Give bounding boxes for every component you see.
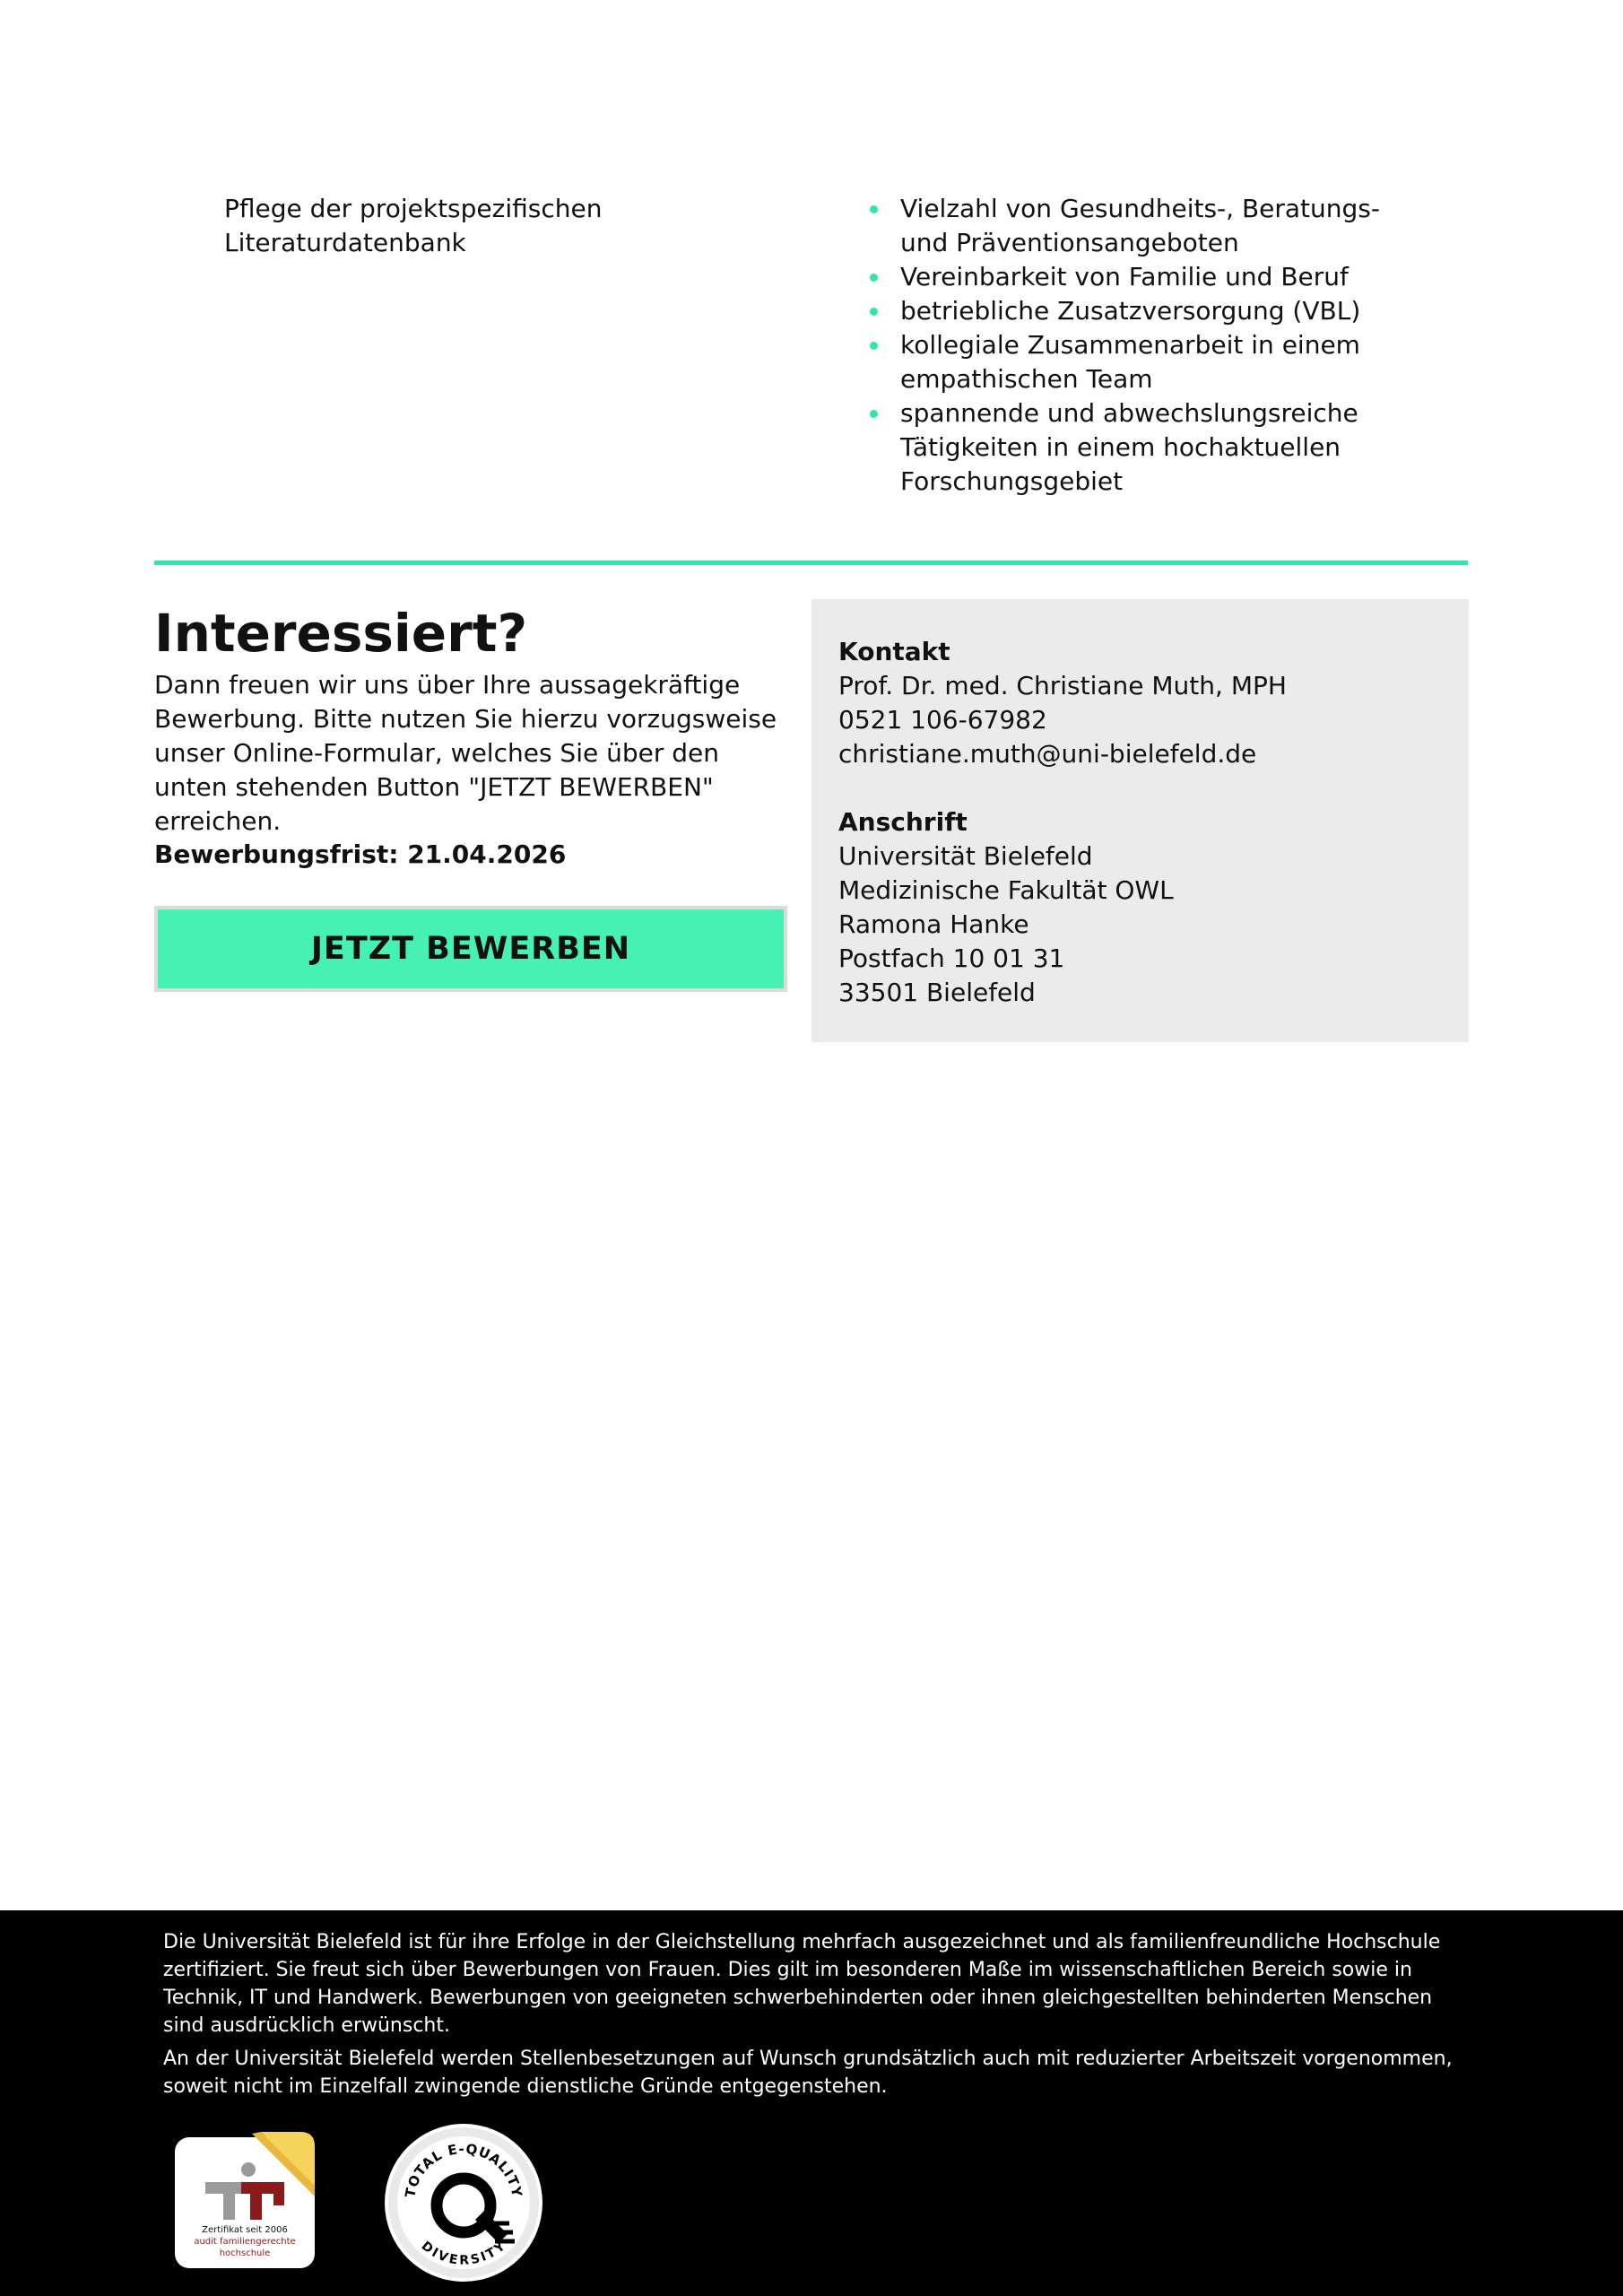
contact-box xyxy=(812,599,1469,1042)
total-e-quality-diversity-logo xyxy=(384,2123,543,2283)
address-line: Ramona Hanke xyxy=(838,909,1029,939)
contact-email[interactable]: christiane.muth@uni-bielefeld.de xyxy=(838,739,1257,769)
person-head xyxy=(241,2162,256,2177)
interest-heading: Interessiert? xyxy=(154,603,528,664)
application-deadline: Bewerbungsfrist: 21.04.2026 xyxy=(154,839,567,869)
footer-text xyxy=(163,1928,1472,2106)
apply-now-button[interactable]: JETZT BEWERBEN xyxy=(154,906,787,992)
task-item: Pflege der projektspezifischen Literaturdatenbank xyxy=(224,194,603,257)
address-line: Postfach 10 01 31 xyxy=(838,944,1065,973)
part-time-statement: An der Universität Bielefeld werden Stellenbesetzungen auf Wunsch grundsätzlich auch mit reduzierter Arbeitszeit vorgenommen, soweit nicht im Einzelfall zwingende dienstliche Gründe entgegenstehen. xyxy=(163,2048,1453,2098)
benefit-item: Vereinbarkeit von Familie und Beruf xyxy=(870,260,1426,294)
address-line: Medizinische Fakultät OWL xyxy=(838,875,1174,905)
teq-top-text: TOTAL E-QUALITY xyxy=(402,2140,525,2199)
section-divider xyxy=(154,561,1468,565)
spacer xyxy=(838,771,1442,805)
benefit-item: Vielzahl von Gesundheits-, Beratungs- und Präventionsangeboten xyxy=(870,192,1426,260)
interest-text: Dann freuen wir uns über Ihre aussagekräftige Bewerbung. Bitte nutzen Sie hierzu vorzugsweise unser Online-Formular, welches Sie über den unten stehenden Button "JETZT BEWERBEN" erreichen. xyxy=(154,670,777,836)
benefits-list xyxy=(870,192,1426,499)
benefit-item: kollegiale Zusammenarbeit in einem empathischen Team xyxy=(870,328,1426,396)
benefit-item: betriebliche Zusatzversorgung (VBL) xyxy=(870,294,1426,328)
teq-bottom-text: DIVERSITY xyxy=(418,2239,509,2268)
address-line: Universität Bielefeld xyxy=(838,841,1093,871)
person-red-leg xyxy=(273,2182,284,2205)
benefit-item: spannende und abwechslungsreiche Tätigkeiten in einem hochaktuellen Forschungsgebiet xyxy=(870,396,1426,499)
address-label: Anschrift xyxy=(838,807,968,837)
badge-line-3: hochschule xyxy=(219,2248,271,2258)
person-grey-body xyxy=(223,2182,235,2220)
equality-statement: Die Universität Bielefeld ist für ihre Erfolge in der Gleichstellung mehrfach ausgezeichnet und als familienfreundliche Hochschule zertifiziert. Sie freut sich über Bewerbungen von Frauen. Dies gilt im besonderen Maße im wissenschaftlichen Bereich sowie in Technik, IT und Handwerk. Bewerbungen von geeigneten schwerbehinderten oder ihnen gleichgestellten behinderten Menschen sind ausdrücklich erwünscht. xyxy=(163,1931,1441,2037)
badge-line-2: audit familiengerechte xyxy=(194,2237,296,2247)
person-red-body xyxy=(250,2182,262,2220)
contact-name: Prof. Dr. med. Christiane Muth, MPH xyxy=(838,671,1287,700)
badge-line-1: Zertifikat seit 2006 xyxy=(202,2225,288,2235)
audit-familiengerechte-hochschule-logo xyxy=(175,2130,317,2270)
address-line: 33501 Bielefeld xyxy=(838,978,1036,1007)
contact-label: Kontakt xyxy=(838,637,950,666)
contact-phone[interactable]: 0521 106-67982 xyxy=(838,705,1047,735)
footer xyxy=(0,1910,1623,2296)
